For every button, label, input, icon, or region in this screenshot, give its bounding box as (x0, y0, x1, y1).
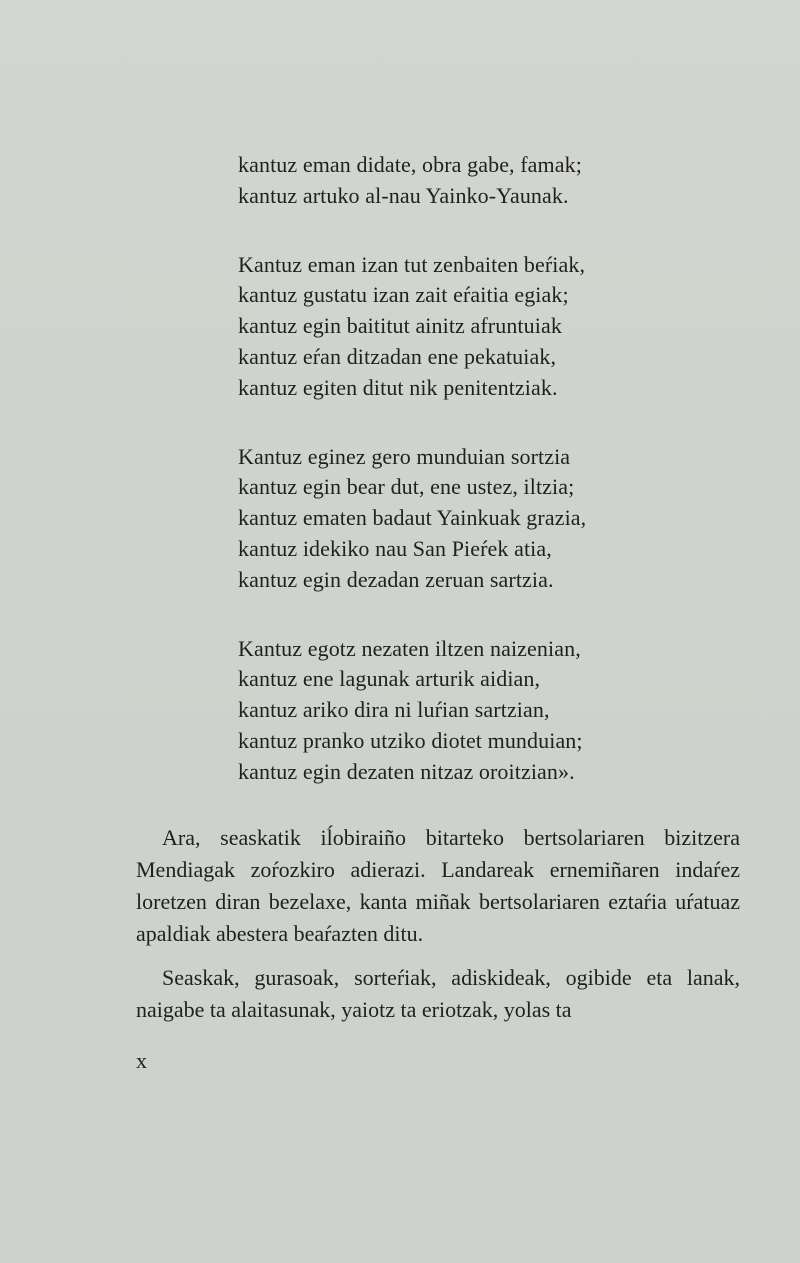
verse-line: kantuz ariko dira ni luŕian sartzian, (238, 697, 550, 723)
verse-line: kantuz gustatu izan zait eŕaitia egiak; (238, 282, 569, 308)
verse-line: Kantuz egotz nezaten iltzen naizenian, (238, 635, 581, 661)
verse-line: kantuz pranko utziko diotet munduian; (238, 727, 583, 753)
verse-line: kantuz eŕan ditzadan ene pekatuiak, (238, 343, 557, 369)
verse-line: kantuz egiten ditut nik penitentziak. (238, 374, 558, 400)
verse-line: kantuz egin baititut ainitz afruntuiak (238, 313, 562, 339)
verse-line: kantuz eman didate, obra gabe, famak; (238, 152, 582, 177)
verse-line: kantuz egin bear dut, ene ustez, iltzia; (238, 474, 575, 500)
stanza-1 (238, 150, 718, 212)
stanza-2 (238, 250, 718, 404)
verse-line: kantuz egin dezaten nitzaz oroitzian». (238, 758, 575, 784)
paragraph-1: Ara, seaskatik iĺobiraiño bitarteko bertsolariaren bizitzera Mendiagak zoŕozkiro adierazi. Landareak ernemiñaren indaŕez loretzen diran bezelaxe, kanta miñak bertsolariaren eztaŕia uŕatuaz apaldiak abestera beaŕazten ditu. (136, 825, 740, 946)
prose-block (136, 822, 740, 1038)
paragraph-2: Seaskak, gurasoak, sorteŕiak, adiskideak, ogibide eta lanak, naigabe ta alaitasunak, yaiotz ta eriotzak, yolas ta (136, 965, 740, 1022)
verse-block (238, 150, 718, 826)
verse-line: Kantuz eginez gero munduian sortzia (238, 443, 571, 469)
stanza-3 (238, 442, 718, 596)
verse-line: Kantuz eman izan tut zenbaiten beŕiak, (238, 251, 586, 277)
verse-line: kantuz egin dezadan zeruan sartzia. (238, 566, 554, 592)
verse-line: kantuz idekiko nau San Pieŕek atia, (238, 535, 552, 561)
verse-line: kantuz ene lagunak arturik aidian, (238, 666, 541, 692)
verse-line: kantuz artuko al-nau Yainko-Yaunak. (238, 182, 569, 208)
stanza-4 (238, 634, 718, 788)
verse-line: kantuz ematen badaut Yainkuak grazia, (238, 505, 587, 531)
page-number: x (136, 1048, 147, 1073)
